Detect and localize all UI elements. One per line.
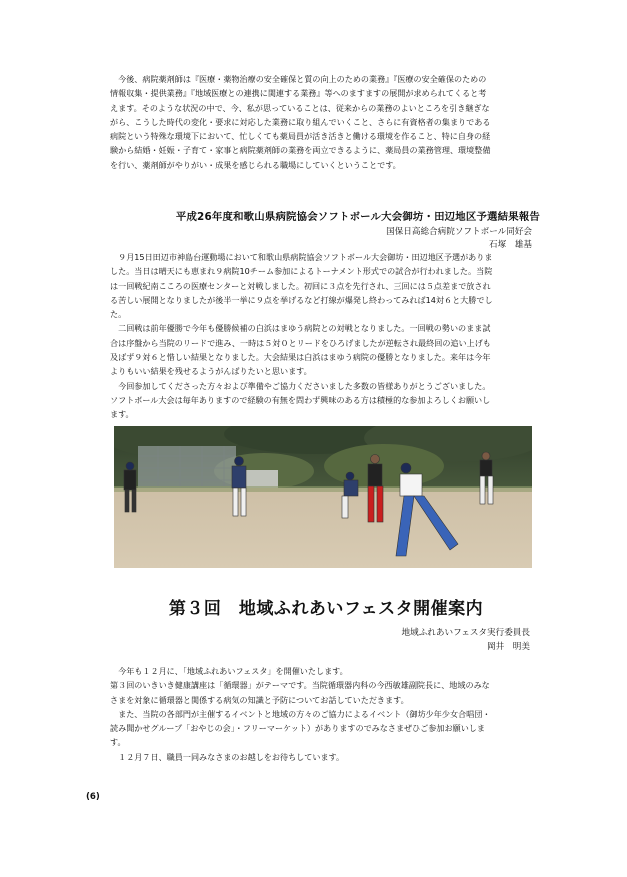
- text-line: 二回戦は前年優勝で今年も優勝候補の白浜はまゆう病院との対戦となりました。一回戦の勢いのまま試: [110, 323, 491, 334]
- text-line: 今年も１２月に、「地域ふれあいフェスタ」を開催いたします。: [110, 666, 348, 676]
- text-line: ます。: [110, 409, 134, 420]
- text-line: 読み聞かせグループ「おやじの会」・フリーマーケット）がありますのでみなさまぜひご参加お願いしま: [110, 723, 485, 734]
- text-line: ９月15日田辺市神島台運動場において和歌山県病院協会ソフトボール大会御坊・田辺地区予選がありま: [110, 252, 493, 262]
- text-line: １２月７日、職員一同みなさまのお越しをお待ちしています。: [110, 751, 345, 762]
- text-line: よりもいい結果を残せるようがんばりたいと思います。: [110, 366, 312, 377]
- text-line: さまを対象に循環器と関係する病気の知識と予防についてお話していただきます。: [110, 694, 409, 705]
- text-line: 合は序盤から当院のリードで進み、一時は５対０とリードをひろげましたが逆転され最終回の追い上げも: [110, 337, 491, 348]
- text-line: す。: [110, 737, 126, 748]
- text-line: 及ばず９対６と惜しい結果となりました。大会結果は白浜はまゆう病院の優勝となりました。来年は今年: [110, 352, 491, 363]
- text-line: る苦しい展開となりましたが後半一挙に９点を挙げるなど打線が爆発し終わってみれば14対６と大勝でし: [110, 294, 493, 305]
- text-line: がら、こうした時代の変化・要求に対応した業務に取り組んでいくこと、さらに有資格者の集まりである: [110, 116, 491, 127]
- text-line: 情報収集・提供業務』『地域医療との連携に関連する業務』等へのますますの展開が求められてくると考: [110, 88, 487, 99]
- softball-report-author: 石塚 雄基: [489, 240, 532, 250]
- softball-report-org: 国保日高総合病院ソフトボール同好会: [386, 227, 532, 237]
- text-line: した。当日は晴天にも恵まれ９病院10チーム参加によるトーナメント形式での試合が行われました。当院: [110, 266, 493, 277]
- text-line: えます。そのような状況の中で、今、私が思っていることは、従来からの業務のよいところを引き継ぎな: [110, 102, 490, 113]
- softball-report-body: [110, 250, 542, 422]
- page-number: (6): [86, 792, 100, 802]
- text-line: 験から結婚・妊娠・子育て・家事と病院薬剤師の業務を両立できるように、薬局員の業務管理、環境整備: [110, 145, 491, 156]
- festa-org: 地域ふれあいフェスタ実行委員長: [401, 628, 530, 638]
- text-line: 今回参加してくださった方々および準備やご協力くださいました多数の皆様ありがとうございました。: [110, 380, 491, 391]
- text-line: た。: [110, 309, 127, 320]
- softball-report-title: 平成26年度和歌山県病院協会ソフトボール大会御坊・田辺地区予選結果報告: [175, 211, 540, 223]
- festa-author: 岡井 明美: [487, 642, 530, 652]
- text-line: は一回戦紀南こころの医療センターと対戦しました。初回に３点を先行され、三回には５点差まで放され: [110, 280, 491, 291]
- text-line: 病院という特殊な環境下において、忙しくても薬局員が活き活きと働ける環境を作ること、特に自身の経: [110, 131, 491, 142]
- festa-title: 第３回 地域ふれあいフェスタ開催案内: [168, 599, 484, 619]
- text-line: 第３回のいきいき健康講座は「循環器」がテーマです。当院循環器内科の今西敏雄副院長に、地域のみな: [110, 680, 490, 691]
- text-line: を行い、薬剤師がやりがい・成果を感じられる職場にしていくということです。: [110, 159, 401, 170]
- text-line: 今後、病院薬剤師は『医療・薬物治療の安全確保と質の向上のための業務』『医療の安全確保のための: [110, 74, 487, 84]
- festa-body: [110, 664, 542, 764]
- intro-paragraph: [110, 72, 542, 172]
- softball-photo: [114, 426, 532, 568]
- text-line: また、当院の各部門が主催するイベントと地域の方々のご協力によるイベント（御坊少年少女合唱団・: [110, 708, 491, 719]
- text-line: ソフトボール大会は毎年ありますので経験の有無を問わず興味のある方は積極的な参加よろしくお願いし: [110, 394, 491, 405]
